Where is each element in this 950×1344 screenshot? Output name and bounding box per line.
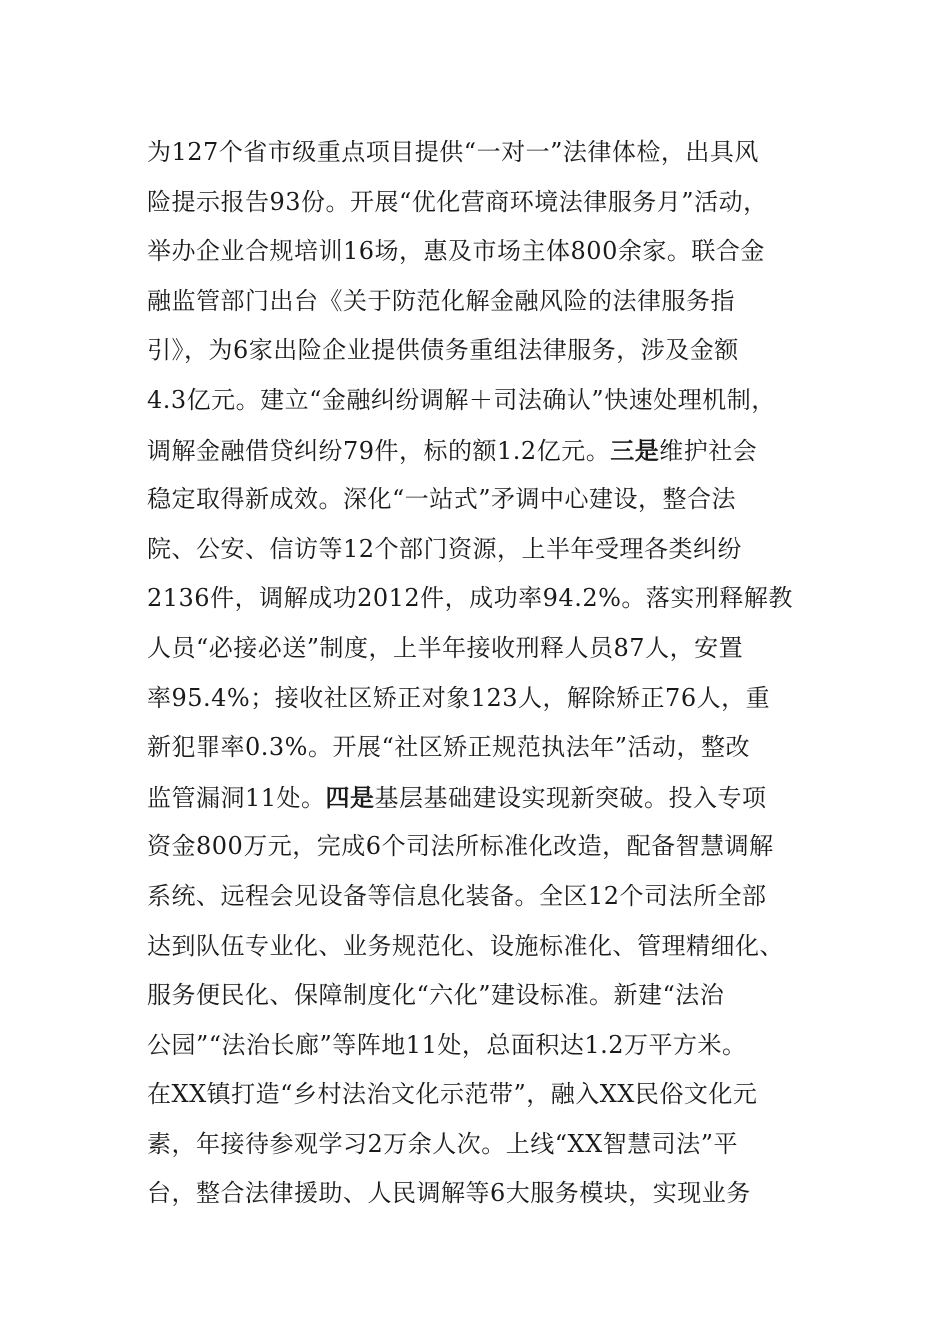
text-line: 资金800万元，完成6个司法所标准化改造，配备智慧调解 bbox=[147, 832, 774, 861]
bold-heading-marker: 三是 bbox=[610, 435, 660, 465]
text-line: 险提示报告93份。开展“优化营商环境法律服务月”活动， bbox=[147, 187, 768, 216]
text-line: 率95.4%；接收社区矫正对象123人，解除矫正76人，重 bbox=[147, 683, 771, 712]
text-line: 公园”“法治长廊”等阵地11处，总面积达1.2万平方米。 bbox=[147, 1030, 747, 1059]
text-segment: 维护社会 bbox=[659, 436, 758, 465]
text-line: 素，年接待参观学习2万余人次。上线“XX智慧司法”平 bbox=[147, 1129, 738, 1158]
text-line: 台，整合法律援助、人民调解等6大服务模块，实现业务 bbox=[147, 1179, 751, 1208]
text-line: 新犯罪率0.3%。开展“社区矫正规范执法年”活动，整改 bbox=[147, 733, 751, 762]
text-line: 引》，为6家出险企业提供债务重组法律服务，涉及金额 bbox=[147, 336, 739, 365]
text-line: 2136件，调解成功2012件，成功率94.2%。落实刑释解教 bbox=[147, 584, 793, 613]
text-line: 4.3亿元。建立“金融纠纷调解＋司法确认”快速处理机制， bbox=[147, 385, 776, 414]
text-line: 在XX镇打造“乡村法治文化示范带”，融入XX民俗文化元 bbox=[147, 1080, 758, 1109]
text-line bbox=[147, 773, 807, 823]
text-line: 人员“必接必送”制度，上半年接收刑释人员87人，安置 bbox=[147, 633, 744, 662]
bold-heading-marker: 四是 bbox=[325, 782, 375, 812]
text-line: 达到队伍专业化、业务规范化、设施标准化、管理精细化、 bbox=[147, 931, 784, 960]
text-segment: 调解金融借贷纠纷79件，标的额1.2亿元。 bbox=[147, 436, 611, 465]
text-line: 举办企业合规培训16场，惠及市场主体800余家。联合金 bbox=[147, 237, 765, 266]
text-line: 院、公安、信访等12个部门资源，上半年受理各类纠纷 bbox=[147, 534, 743, 563]
text-line: 稳定取得新成效。深化“一站式”矛调中心建设，整合法 bbox=[147, 485, 737, 514]
text-segment: 监管漏洞11处。 bbox=[147, 783, 326, 812]
text-line: 服务便民化、保障制度化“六化”建设标准。新建“法治 bbox=[147, 981, 725, 1010]
text-line: 为127个省市级重点项目提供“一对一”法律体检，出具风 bbox=[147, 138, 759, 166]
text-line: 融监管部门出台《关于防范化解金融风险的法律服务指 bbox=[147, 286, 735, 315]
body-paragraph bbox=[147, 128, 807, 1219]
text-line bbox=[147, 426, 807, 476]
text-line: 系统、远程会见设备等信息化装备。全区12个司法所全部 bbox=[147, 881, 767, 910]
text-segment: 基层基础建设实现新突破。投入专项 bbox=[374, 783, 767, 812]
